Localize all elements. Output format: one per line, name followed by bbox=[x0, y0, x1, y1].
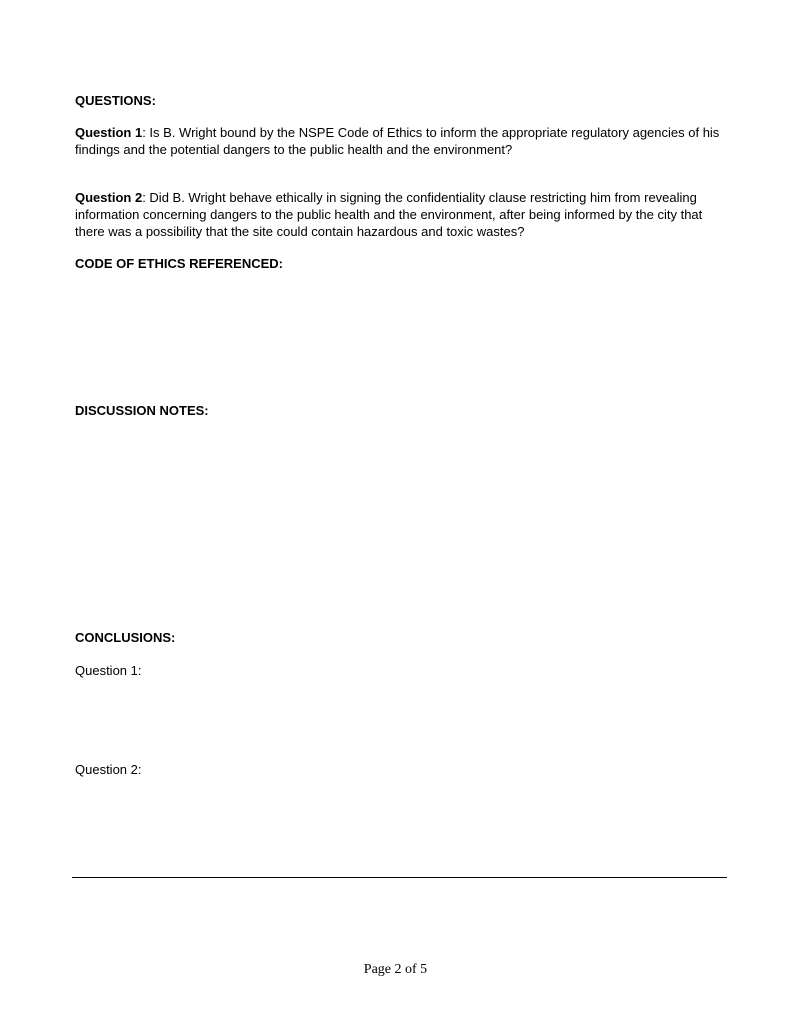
question-1-text: : Is B. Wright bound by the NSPE Code of Ethics to inform the appropriate regulatory agencies of his findings and the potential dangers to the public health and the environment? bbox=[75, 125, 720, 157]
code-of-ethics-heading: CODE OF ETHICS REFERENCED: bbox=[75, 256, 284, 271]
question-2-paragraph bbox=[75, 189, 735, 240]
conclusion-question-1-label: Question 1: bbox=[75, 663, 142, 678]
conclusions-heading: CONCLUSIONS: bbox=[75, 630, 176, 645]
question-2-text: : Did B. Wright behave ethically in signing the confidentiality clause restricting him from revealing information concerning dangers to the public health and the environment, after being informed by the city that there was a possibility that the site could contain hazardous and toxic wastes? bbox=[75, 190, 703, 239]
footer-divider bbox=[72, 877, 727, 878]
discussion-notes-heading: DISCUSSION NOTES: bbox=[75, 403, 209, 418]
page-number: Page 2 of 5 bbox=[363, 962, 428, 977]
question-1-paragraph bbox=[75, 124, 735, 158]
question-1-label: Question 1 bbox=[75, 125, 143, 140]
questions-heading: QUESTIONS: bbox=[75, 93, 156, 108]
conclusion-question-2-label: Question 2: bbox=[75, 762, 142, 777]
question-2-label: Question 2 bbox=[75, 190, 143, 205]
